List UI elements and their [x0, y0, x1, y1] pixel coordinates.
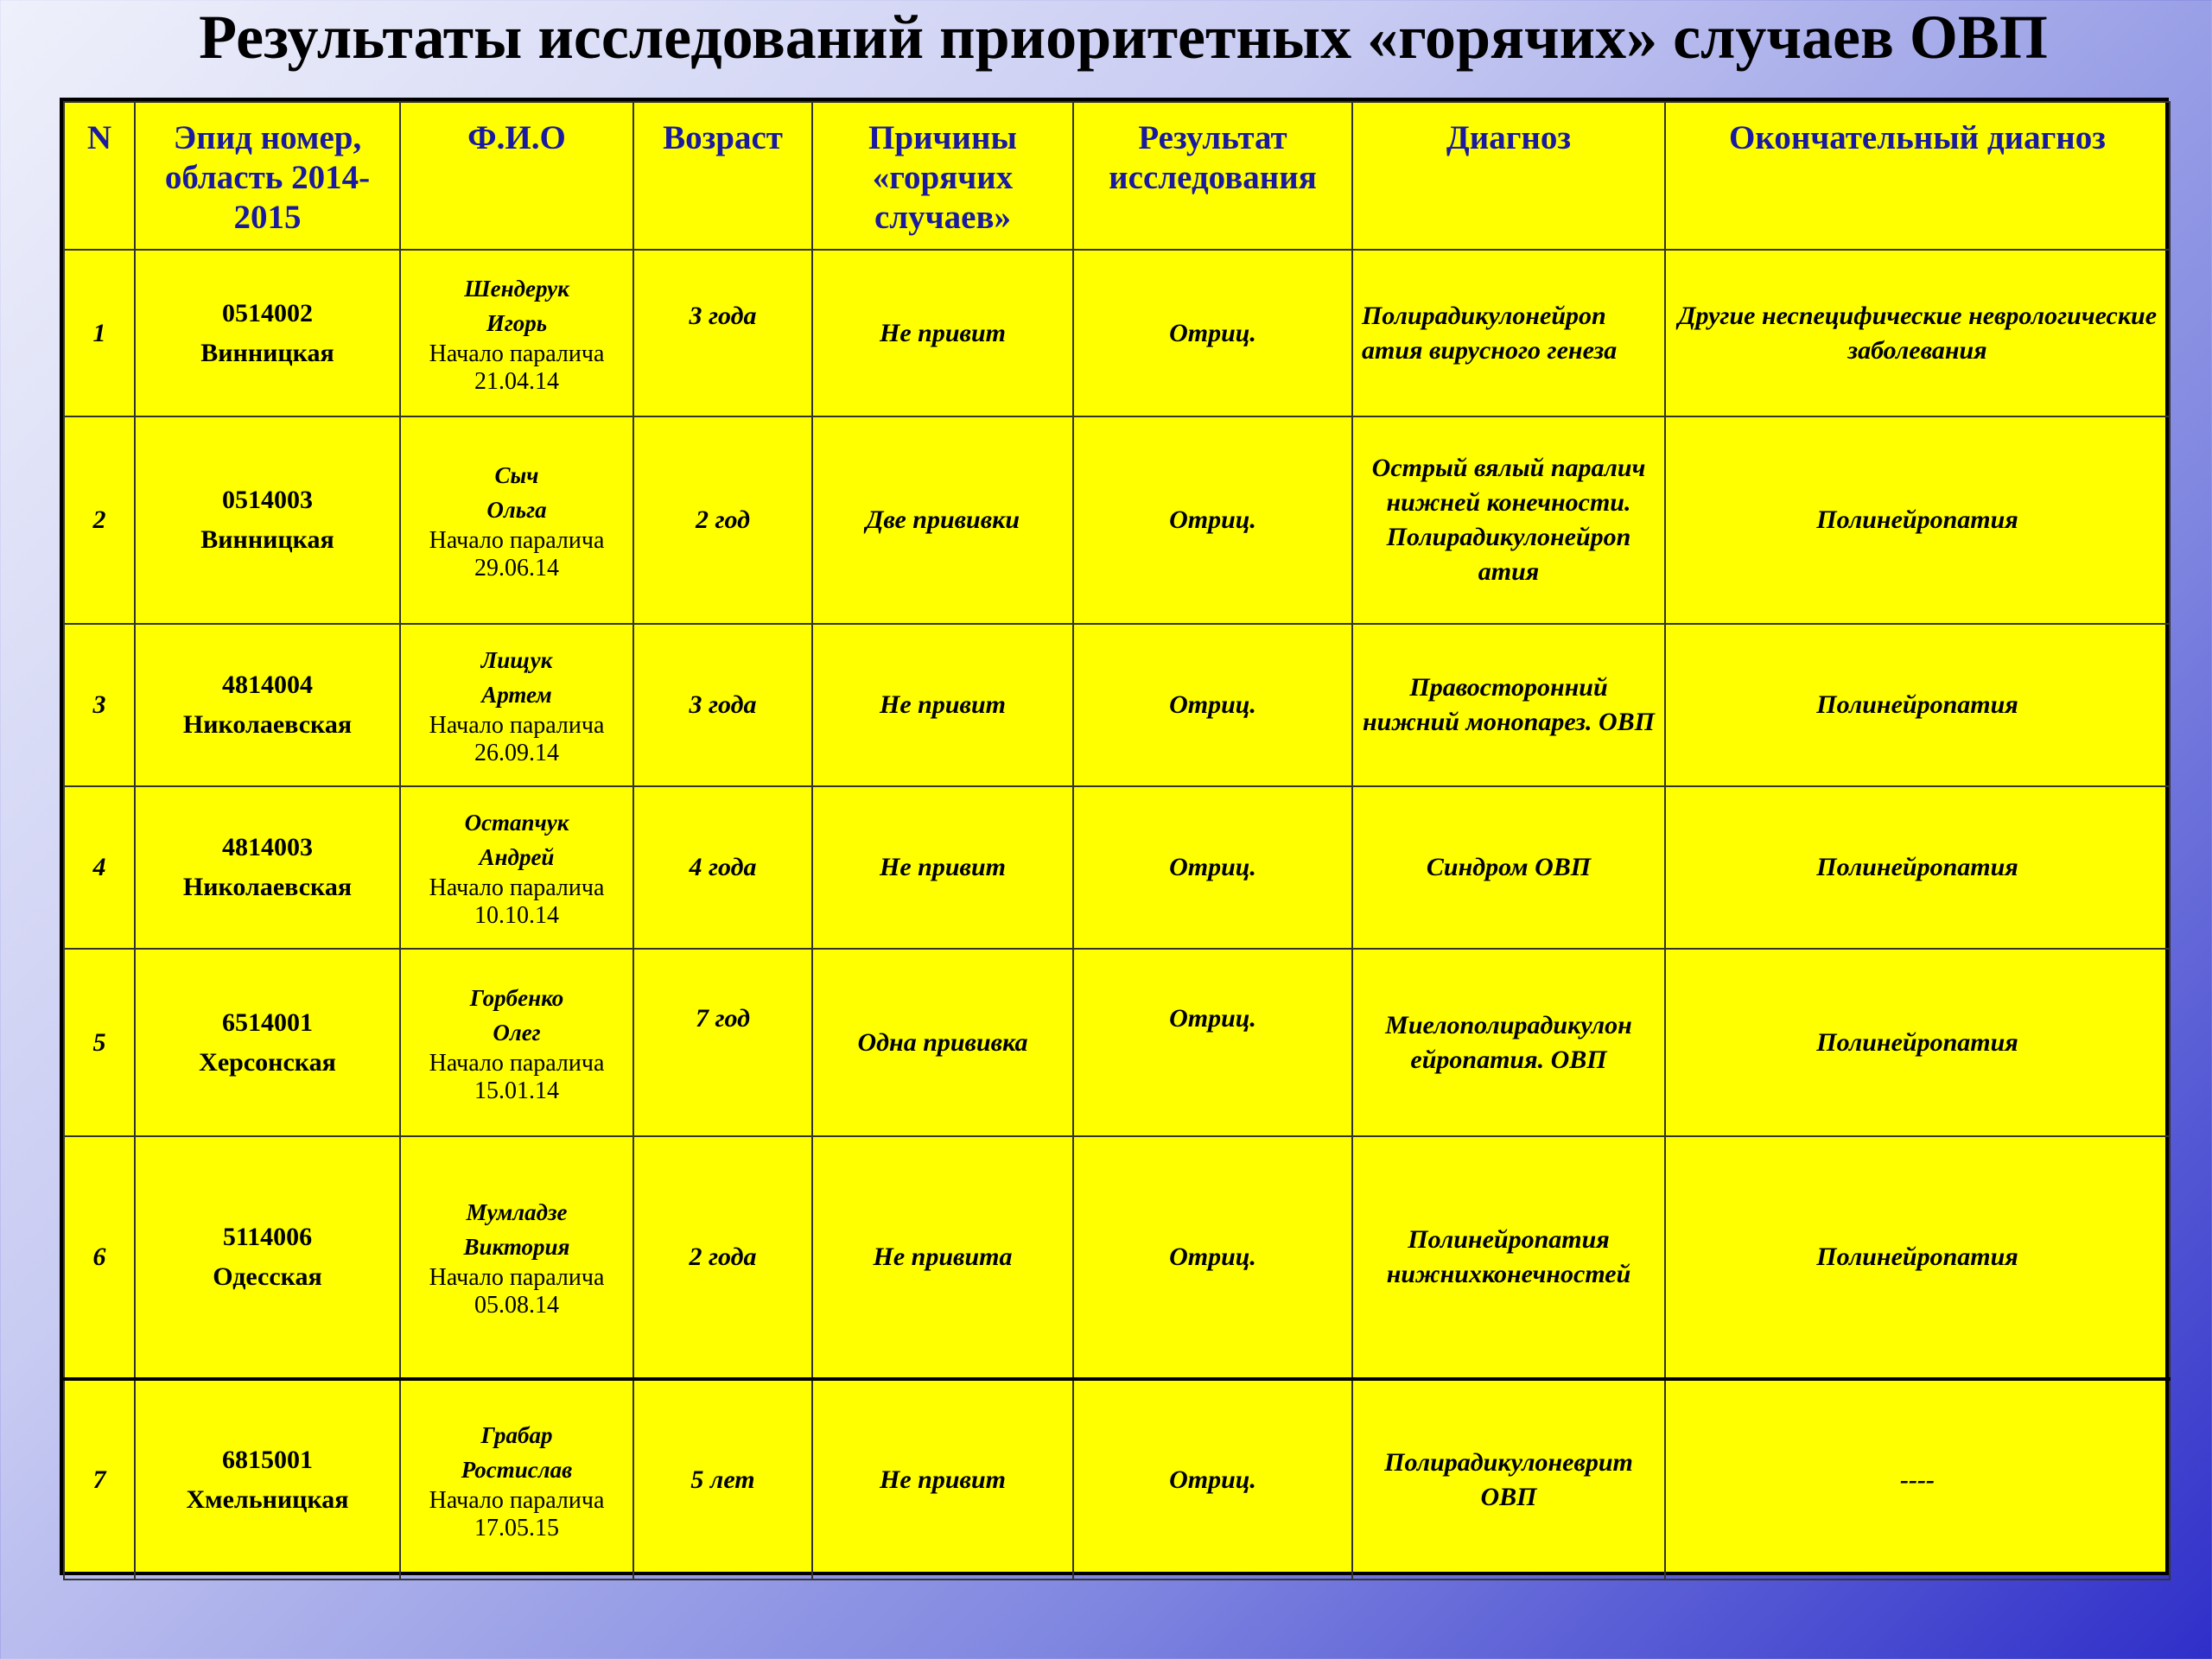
cell-age: 2 года [633, 1136, 812, 1379]
region: Винницкая [200, 525, 334, 554]
cell-result: Отриц. [1073, 786, 1352, 949]
header-diagnosis: Диагноз [1352, 102, 1665, 250]
epid-number: 6514001 [222, 1007, 313, 1037]
cell-epid-region [135, 416, 400, 624]
cell-reason: Не привит [812, 1379, 1073, 1580]
cell-full-name [400, 624, 633, 786]
first-name: Андрей [479, 844, 555, 870]
cell-result: Отриц. [1073, 416, 1352, 624]
cell-number: 2 [64, 416, 135, 624]
cell-number: 6 [64, 1136, 135, 1379]
cell-epid-region [135, 250, 400, 416]
epid-number: 0514002 [222, 298, 313, 327]
surname: Лищук [480, 647, 553, 673]
surname: Грабар [480, 1421, 553, 1448]
cell-result: Отриц. [1073, 250, 1352, 416]
onset-date: 15.01.14 [474, 1077, 559, 1104]
onset-label: Начало паралича [429, 874, 605, 901]
cell-diagnosis: Правосторонний нижний монопарез. ОВП [1352, 624, 1665, 786]
onset-label: Начало паралича [429, 527, 605, 554]
table-row [64, 949, 2170, 1136]
cell-full-name [400, 1379, 633, 1580]
cell-full-name [400, 1136, 633, 1379]
epid-number: 0514003 [222, 486, 313, 514]
cell-age: 7 год [633, 949, 812, 1136]
onset-date: 10.10.14 [474, 902, 559, 929]
cell-diagnosis: Полинейропатия нижнихконечностей [1352, 1136, 1665, 1379]
header-epid-region: Эпид номер, область 2014-2015 [135, 102, 400, 250]
region: Хмельницкая [186, 1484, 349, 1514]
cell-result: Отриц. [1073, 949, 1352, 1136]
cell-age: 3 года [633, 624, 812, 786]
results-table-container [60, 98, 2169, 1575]
header-full-name: Ф.И.О [400, 102, 633, 250]
surname: Остапчук [464, 810, 569, 836]
cell-reason: Не привит [812, 250, 1073, 416]
cell-reason: Одна прививка [812, 949, 1073, 1136]
cell-epid-region [135, 1136, 400, 1379]
onset-label: Начало паралича [429, 1264, 605, 1291]
region: Винницкая [200, 338, 334, 367]
surname: Шендерук [464, 275, 569, 302]
cell-reason: Две прививки [812, 416, 1073, 624]
onset-label: Начало паралича [429, 1049, 605, 1077]
results-table [63, 101, 2171, 1580]
cell-epid-region [135, 786, 400, 949]
onset-label: Начало паралича [429, 1486, 605, 1514]
onset-date: 17.05.15 [474, 1514, 559, 1541]
cell-number: 7 [64, 1379, 135, 1580]
table-row [64, 786, 2170, 949]
first-name: Виктория [463, 1234, 570, 1260]
first-name: Ольга [486, 497, 547, 523]
cell-epid-region [135, 624, 400, 786]
first-name: Ростислав [461, 1456, 573, 1483]
cell-number: 1 [64, 250, 135, 416]
cell-full-name [400, 949, 633, 1136]
region: Николаевская [182, 710, 353, 739]
region: Херсонская [199, 1047, 336, 1077]
surname: Мумладзе [466, 1199, 568, 1225]
cell-diagnosis: Острый вялый паралич нижней конечности. Полирадикулонейроп атия [1352, 416, 1665, 624]
first-name: Артем [481, 682, 552, 708]
cell-reason: Не привит [812, 624, 1073, 786]
epid-number: 5114006 [222, 1223, 313, 1251]
surname: Горбенко [469, 984, 564, 1011]
cell-final-diagnosis: Полинейропатия [1665, 1136, 2170, 1379]
cell-final-diagnosis: Полинейропатия [1665, 624, 2170, 786]
header-age: Возраст [633, 102, 812, 250]
cell-age: 5 лет [633, 1379, 812, 1580]
table-row [64, 1379, 2170, 1580]
cell-age: 3 года [633, 250, 812, 416]
surname: Сыч [494, 462, 539, 488]
cell-age: 4 года [633, 786, 812, 949]
table-row [64, 624, 2170, 786]
onset-label: Начало паралича [429, 712, 605, 739]
cell-full-name [400, 416, 633, 624]
region: Николаевская [182, 873, 353, 901]
header-final-diagnosis: Окончательный диагноз [1665, 102, 2170, 250]
cell-final-diagnosis: Полинейропатия [1665, 786, 2170, 949]
region: Одесская [213, 1262, 322, 1291]
cell-number: 3 [64, 624, 135, 786]
cell-epid-region [135, 1379, 400, 1580]
cell-result: Отриц. [1073, 624, 1352, 786]
cell-number: 4 [64, 786, 135, 949]
first-name: Олег [493, 1019, 541, 1046]
onset-date: 29.06.14 [474, 555, 559, 582]
epid-number: 4814004 [222, 671, 313, 699]
table-row [64, 416, 2170, 624]
table-row [64, 250, 2170, 416]
cell-final-diagnosis: ---- [1665, 1379, 2170, 1580]
cell-epid-region [135, 949, 400, 1136]
cell-diagnosis: Синдром ОВП [1352, 786, 1665, 949]
onset-date: 21.04.14 [474, 367, 559, 395]
epid-number: 6815001 [222, 1445, 313, 1474]
cell-final-diagnosis: Полинейропатия [1665, 416, 2170, 624]
header-row [64, 102, 2170, 250]
epid-number: 4814003 [222, 833, 313, 861]
onset-label: Начало паралича [429, 340, 605, 367]
cell-reason: Не привит [812, 786, 1073, 949]
onset-date: 05.08.14 [474, 1292, 559, 1319]
header-number: N [64, 102, 135, 250]
cell-reason: Не привита [812, 1136, 1073, 1379]
cell-age: 2 год [633, 416, 812, 624]
header-result: Результат исследования [1073, 102, 1352, 250]
cell-diagnosis: Миелополирадикулон ейропатия. ОВП [1352, 949, 1665, 1136]
slide-title: Результаты исследований приоритетных «горячих» случаев ОВП [199, 3, 2048, 72]
cell-final-diagnosis: Полинейропатия [1665, 949, 2170, 1136]
cell-final-diagnosis: Другие неспецифические неврологические заболевания [1665, 250, 2170, 416]
header-reasons: Причины «горячих случаев» [812, 102, 1073, 250]
table-row [64, 1136, 2170, 1379]
cell-diagnosis: Полирадикулонейроп атия вирусного генеза [1352, 250, 1665, 416]
cell-result: Отриц. [1073, 1136, 1352, 1379]
cell-full-name [400, 250, 633, 416]
first-name: Игорь [486, 309, 548, 336]
cell-full-name [400, 786, 633, 949]
cell-result: Отриц. [1073, 1379, 1352, 1580]
cell-number: 5 [64, 949, 135, 1136]
cell-diagnosis: Полирадикулоневрит ОВП [1352, 1379, 1665, 1580]
onset-date: 26.09.14 [474, 740, 559, 766]
